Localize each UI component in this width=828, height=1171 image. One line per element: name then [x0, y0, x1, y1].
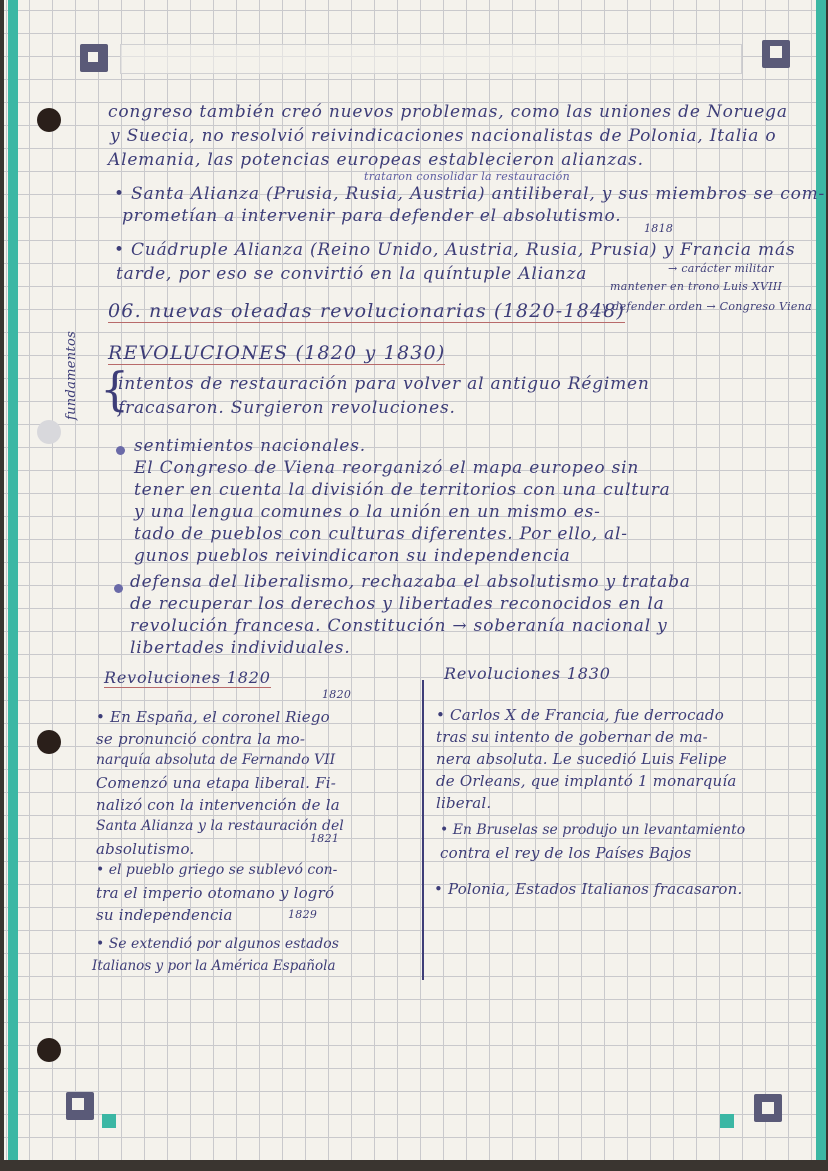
text-line: su independencia — [96, 906, 233, 924]
text-line: tener en cuenta la división de territorios con una cultura — [134, 480, 671, 500]
text-line: libertades individuales. — [130, 638, 351, 658]
punch-hole — [37, 420, 61, 444]
text-line: tado de pueblos con culturas diferentes. Por ello, al- — [134, 524, 628, 544]
text-line: • Polonia, Estados Italianos fracasaron. — [434, 880, 743, 898]
text-line: y una lengua comunes o la unión en un mismo es- — [134, 502, 601, 522]
corner-mark-icon — [762, 40, 790, 68]
text-line: tras su intento de gobernar de ma- — [436, 728, 708, 746]
text-line: de Orleans, que implantó 1 monarquía — [436, 772, 737, 790]
annotation: mantener en trono Luis XVIII — [610, 280, 783, 293]
text-line: sentimientos nacionales. — [134, 436, 366, 456]
text-line: • En Bruselas se produjo un levantamiento — [440, 822, 746, 838]
text-line: narquía absoluta de Fernando VII — [96, 752, 336, 768]
text-line: fracasaron. Surgieron revoluciones. — [118, 398, 456, 418]
text-line: • En España, el coronel Riego — [96, 708, 330, 726]
bullet-icon — [114, 584, 123, 593]
annotation: 1818 — [644, 222, 674, 235]
text-line: El Congreso de Viena reorganizó el mapa europeo sin — [134, 458, 640, 478]
text-line: nera absoluta. Le sucedió Luis Felipe — [436, 750, 727, 768]
text-line: Santa Alianza y la restauración del — [96, 818, 344, 834]
subsection-title: REVOLUCIONES (1820 y 1830) — [108, 342, 446, 364]
text-line: tra el imperio otomano y logró — [96, 884, 335, 902]
text-line: • Se extendió por algunos estados — [96, 936, 339, 952]
text-line: prometían a intervenir para defender el absolutismo. — [122, 206, 622, 226]
text-line: y Suecia, no resolvió reivindicaciones nacionalistas de Polonia, Italia o — [110, 126, 777, 146]
text-line: se pronunció contra la mo- — [96, 730, 306, 748]
text-line: • el pueblo griego se sublevó con- — [96, 862, 338, 878]
text-line: gunos pueblos reivindicaron su independencia — [134, 546, 571, 566]
text-line: contra el rey de los Países Bajos — [440, 844, 692, 862]
column-title-1820: Revoluciones 1820 — [104, 668, 271, 687]
text-line: • Carlos X de Francia, fue derrocado — [436, 706, 724, 724]
square-mark — [102, 1114, 116, 1128]
text-line: de recuperar los derechos y libertades reconocidos en la — [130, 594, 665, 614]
annotation: y defender orden → Congreso Viena — [602, 300, 812, 313]
bullet-icon — [116, 446, 125, 455]
corner-mark-icon — [66, 1092, 94, 1120]
text-line: Italianos y por la América Española — [92, 958, 336, 974]
page-margin-right — [816, 0, 826, 1160]
punch-hole — [37, 1038, 61, 1062]
column-title-1830: Revoluciones 1830 — [444, 664, 611, 683]
text-line: congreso también creó nuevos problemas, como las uniones de Noruega — [108, 102, 788, 122]
text-line: intentos de restauración para volver al antiguo Régimen — [118, 374, 650, 394]
annotation: 1829 — [288, 908, 318, 921]
text-line: tarde, por eso se convirtió en la quíntuple Alianza — [116, 264, 588, 284]
corner-mark-icon — [754, 1094, 782, 1122]
brace: { — [100, 362, 130, 416]
text-line: liberal. — [436, 794, 492, 812]
text-line: Alemania, las potencias europeas establecieron alianzas. — [108, 150, 644, 170]
side-label: fundamentos — [64, 330, 79, 420]
text-line: defensa del liberalismo, rechazaba el absolutismo y trataba — [130, 572, 691, 592]
annotation: 1821 — [310, 832, 340, 845]
text-line: revolución francesa. Constitución → soberanía nacional y — [130, 616, 668, 636]
square-mark — [720, 1114, 734, 1128]
annotation: 1820 — [322, 688, 352, 701]
page-margin-left — [8, 0, 18, 1160]
column-divider — [422, 680, 424, 980]
notebook-page — [4, 0, 826, 1160]
text-line: • Cuádruple Alianza (Reino Unido, Austria, Rusia, Prusia) y Francia más — [114, 240, 796, 260]
corner-mark-icon — [80, 44, 108, 72]
punch-hole — [37, 108, 61, 132]
text-line: nalizó con la intervención de la — [96, 796, 340, 814]
annotation: → carácter militar — [668, 262, 774, 275]
title-box — [120, 44, 742, 74]
section-title: 06. nuevas oleadas revolucionarias (1820-1848) — [108, 300, 626, 322]
annotation: trataron consolidar la restauración — [364, 170, 570, 183]
punch-hole — [37, 730, 61, 754]
text-line: • Santa Alianza (Prusia, Rusia, Austria) antiliberal, y sus miembros se com- — [114, 184, 826, 204]
text-line: Comenzó una etapa liberal. Fi- — [96, 774, 336, 792]
text-line: absolutismo. — [96, 840, 195, 858]
